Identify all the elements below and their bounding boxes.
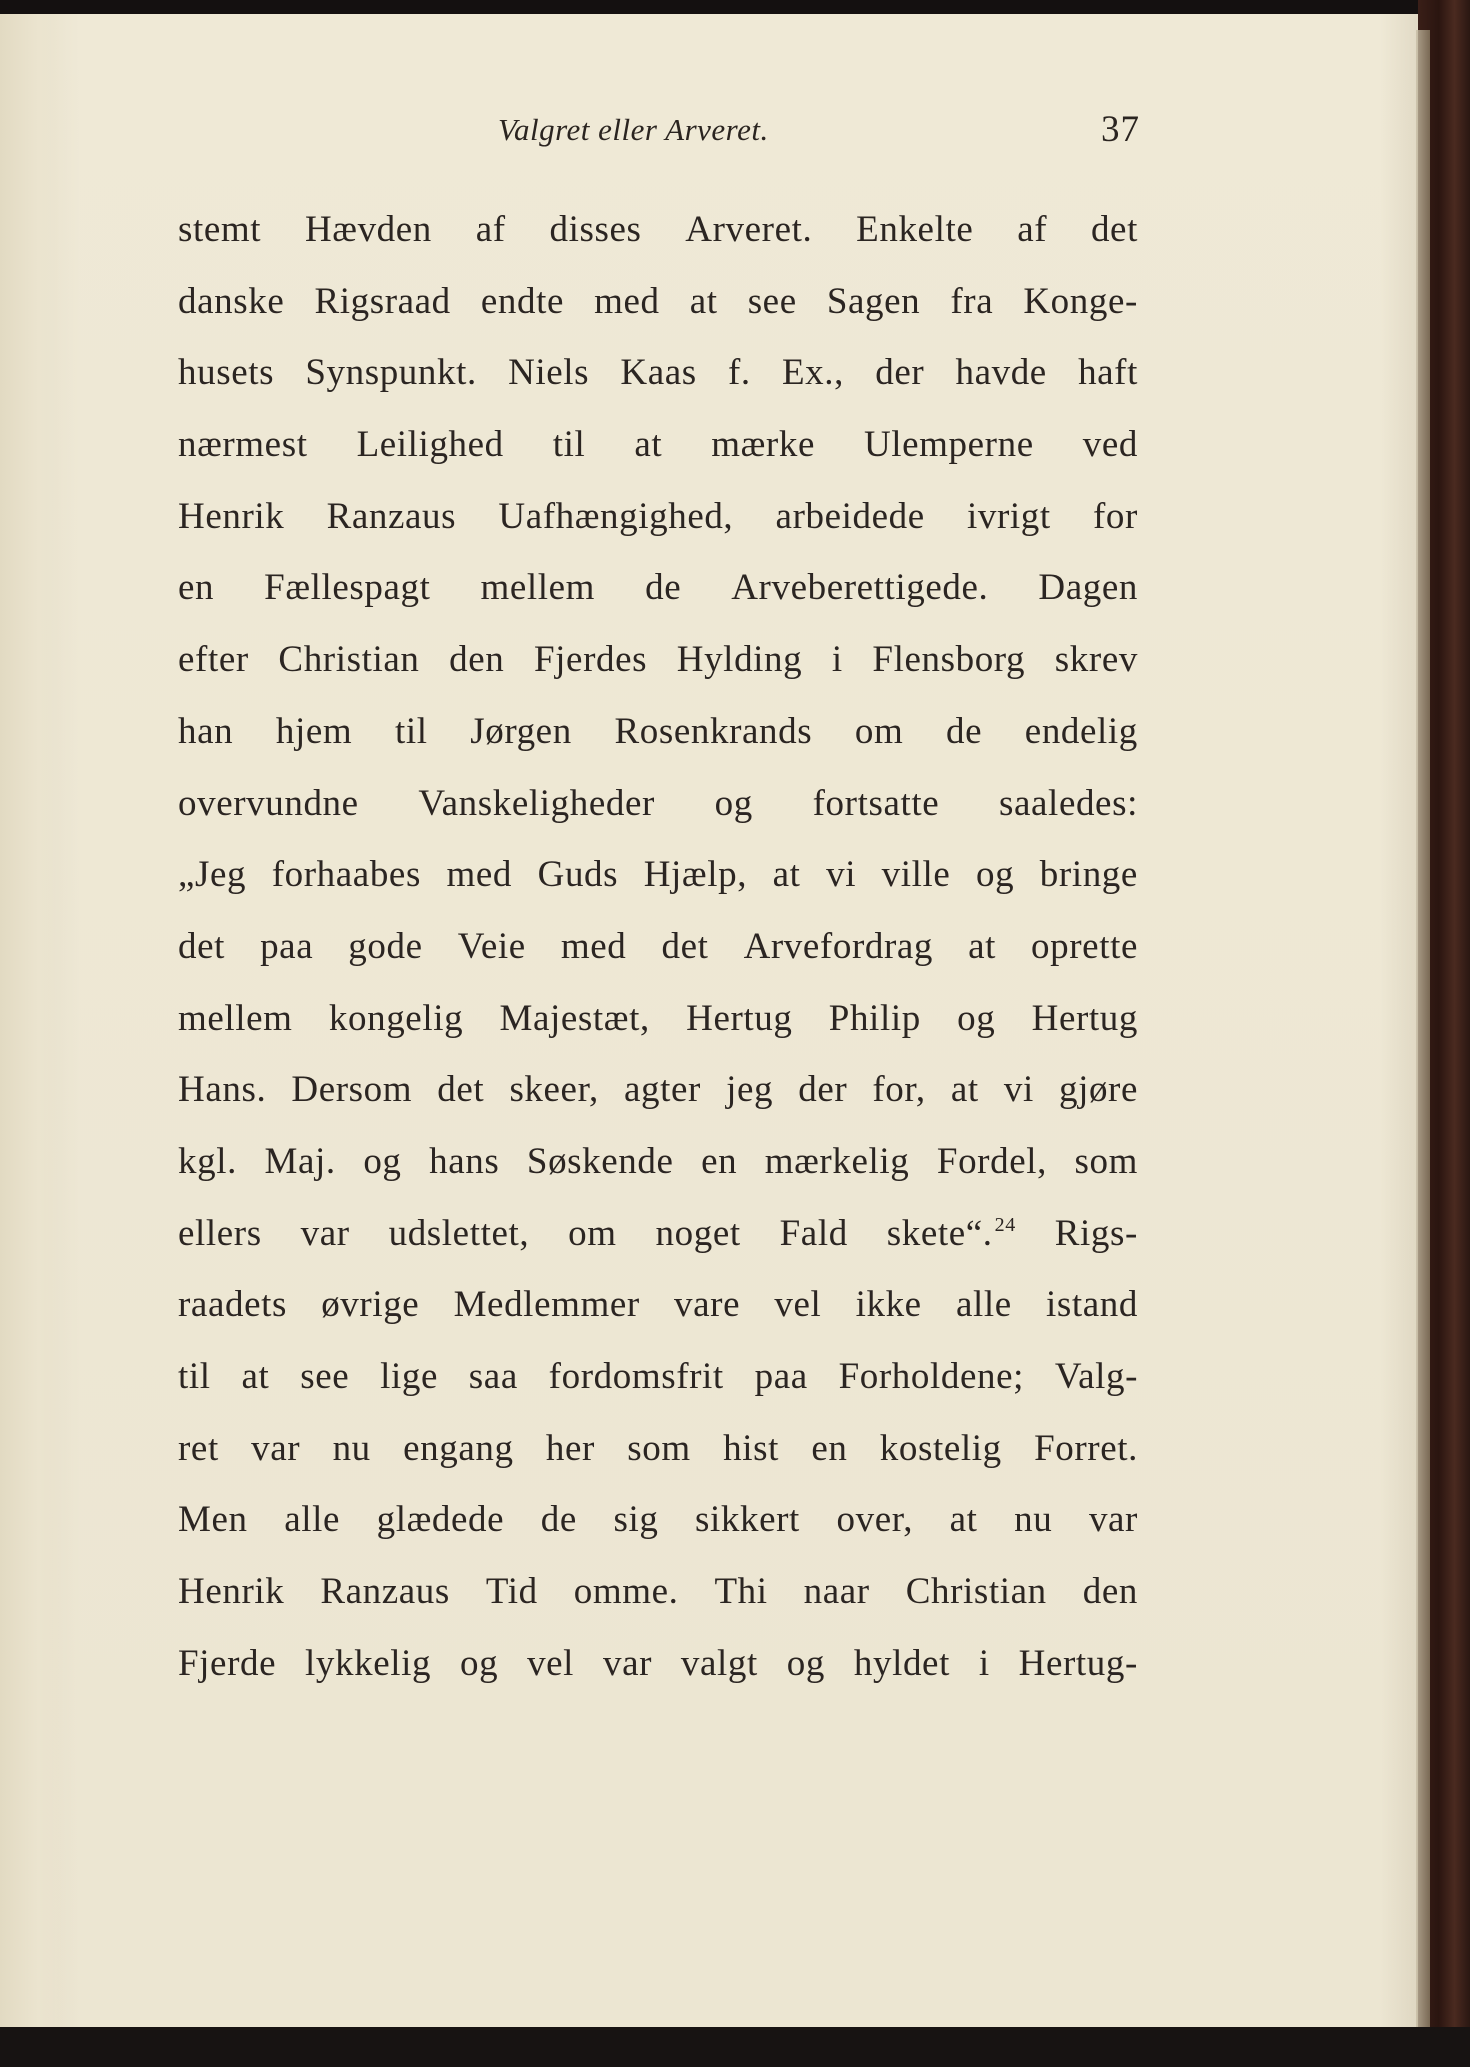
word: for, [872, 1069, 926, 1111]
text-line [178, 1283, 1138, 1355]
word: ret [178, 1427, 219, 1469]
word: sikkert [695, 1499, 800, 1541]
word: nærmest [178, 424, 308, 466]
word: Fald [779, 1212, 848, 1254]
word: fra [950, 280, 994, 322]
word: hans [429, 1140, 500, 1182]
word: Forholdene; [838, 1356, 1025, 1397]
word: overvundne [178, 782, 359, 824]
word: hist [723, 1427, 779, 1469]
text-line [178, 495, 1138, 567]
word: med [446, 854, 513, 896]
word: kostelig [879, 1427, 1002, 1469]
word: Hertug- [1018, 1642, 1138, 1684]
word: Ranzaus [326, 495, 457, 537]
word: lykkelig [305, 1642, 432, 1684]
word: Rigs- [1054, 1212, 1138, 1254]
word: hjem [275, 710, 353, 752]
word: af [475, 209, 506, 250]
word: Henrik [178, 495, 285, 537]
word: for [1093, 495, 1138, 537]
word: Vanskeligheder [418, 782, 655, 824]
word: skeer, [509, 1069, 599, 1111]
word: fortsatte [812, 782, 940, 824]
word: Søskende [526, 1140, 674, 1182]
word: naar [803, 1571, 870, 1613]
word: arbeidede [775, 495, 925, 537]
word: vel [527, 1642, 575, 1684]
word: i [831, 639, 843, 681]
word: at [968, 925, 996, 967]
word: mellem [480, 567, 596, 609]
word: Arvefordrag [743, 925, 934, 967]
word: der [798, 1069, 848, 1111]
word: at [689, 280, 718, 322]
word: ivrigt [967, 495, 1051, 537]
word: en [701, 1140, 738, 1182]
word: gjøre [1058, 1069, 1138, 1111]
word: der [875, 352, 925, 394]
word: sig [613, 1499, 659, 1541]
word: Dagen [1038, 567, 1138, 609]
word: det [178, 925, 226, 967]
word: Thi [714, 1571, 768, 1613]
word: agter [624, 1069, 701, 1111]
word: Christian [905, 1571, 1047, 1613]
word: de [946, 710, 983, 752]
word: her [545, 1427, 595, 1469]
word: Arveberettigede. [731, 567, 989, 609]
word: ved [1082, 424, 1138, 466]
word: Jørgen [470, 710, 572, 752]
page-number: 37 [1101, 109, 1140, 150]
word: øvrige [321, 1284, 420, 1326]
word: Niels [508, 352, 590, 394]
word: see [747, 280, 797, 322]
word: ville [881, 854, 951, 896]
word: Christian [278, 639, 420, 681]
word: over, [836, 1499, 914, 1541]
running-title: Valgret eller Arveret. [498, 112, 769, 147]
word: istand [1045, 1284, 1138, 1326]
word: det [1090, 209, 1138, 250]
text-line [178, 782, 1138, 854]
word: ellers [178, 1212, 262, 1254]
word: at [772, 854, 801, 896]
word: skrev [1054, 639, 1138, 681]
word: saaledes: [999, 782, 1138, 824]
word: til [552, 424, 586, 466]
word: nu [332, 1427, 371, 1469]
page-gutter-shadow [0, 14, 64, 2029]
text-line [178, 566, 1138, 638]
word: til [178, 1356, 211, 1397]
word: Hertug [686, 997, 793, 1039]
text-line [178, 423, 1138, 495]
word: Hjælp, [643, 854, 748, 896]
word: til [394, 710, 428, 752]
text-line [178, 1570, 1138, 1642]
word: udslettet, [388, 1212, 530, 1254]
text-line [178, 1140, 1138, 1212]
word: gode [348, 925, 423, 967]
word: Enkelte [856, 209, 974, 250]
word: stemt [178, 209, 262, 250]
word: og [363, 1140, 402, 1182]
word: og [459, 1642, 499, 1684]
word: see [300, 1356, 350, 1397]
word: om [854, 710, 904, 752]
word: f. [727, 352, 751, 394]
text-line [178, 1427, 1138, 1499]
text-line [178, 351, 1138, 423]
word: at [950, 1069, 979, 1111]
word: vare [674, 1284, 741, 1326]
word: skete“. $^{24}$ [886, 1212, 1016, 1254]
text-line [178, 1355, 1138, 1427]
word: var [602, 1642, 653, 1684]
text-line [178, 853, 1138, 925]
word: nu [1014, 1499, 1053, 1541]
word: Hylding [676, 639, 803, 681]
word: Ex., [781, 352, 844, 394]
word: Synspunkt. [305, 352, 477, 394]
word: med [594, 280, 660, 322]
word: Tid [485, 1571, 538, 1613]
word: valgt [680, 1642, 758, 1684]
word: Konge- [1023, 280, 1138, 322]
word: Fordel, [936, 1140, 1047, 1182]
word: Uafhængighed, [498, 495, 734, 537]
word: og [786, 1642, 825, 1684]
word: var [1088, 1499, 1138, 1541]
footnote-reference[interactable]: 24 [994, 1214, 1016, 1237]
word: vel [774, 1284, 822, 1326]
text-line [178, 710, 1138, 782]
word: paa [260, 925, 314, 967]
word: Sagen [826, 280, 921, 322]
word: oprette [1031, 925, 1138, 967]
word: Hans. [178, 1069, 267, 1111]
word: Forret. [1034, 1427, 1138, 1469]
word: disses [549, 209, 642, 250]
text-line [178, 208, 1138, 280]
word: Leilighed [356, 424, 504, 466]
word: alle [284, 1499, 341, 1541]
word: engang [403, 1427, 514, 1469]
word: og [957, 997, 996, 1039]
word: paa [754, 1356, 808, 1397]
word: var [251, 1427, 301, 1469]
word: Maj. [264, 1140, 336, 1182]
word: Hævden [304, 209, 432, 250]
word: en [811, 1427, 848, 1469]
word: mellem [178, 997, 293, 1039]
word: det [661, 925, 709, 967]
word: hyldet [853, 1642, 950, 1684]
word: de [540, 1499, 577, 1541]
word: omme. [573, 1571, 679, 1613]
word: husets [178, 352, 275, 394]
word: Dersom [291, 1069, 413, 1111]
word: bringe [1039, 854, 1138, 896]
word: glædede [376, 1499, 505, 1541]
text-line [178, 1498, 1138, 1570]
word: havde [955, 352, 1047, 394]
text-line [178, 638, 1138, 710]
text-line [178, 1642, 1138, 1714]
word: den [1082, 1571, 1138, 1613]
word: Rigsraad [314, 280, 451, 322]
word: Medlemmer [453, 1284, 640, 1326]
word: „Jeg [178, 854, 247, 896]
text-line [178, 997, 1138, 1069]
word: Fællespagt [264, 567, 431, 609]
text-line [178, 1068, 1138, 1140]
word: Majestæt, [499, 997, 650, 1039]
word: efter [178, 639, 249, 681]
scan-border-bottom [0, 2027, 1470, 2067]
word: om [568, 1212, 617, 1254]
word: Rosenkrands [614, 710, 813, 752]
running-header [180, 108, 1140, 160]
word: han [178, 710, 234, 752]
word: jeg [726, 1069, 774, 1111]
word: forhaabes [271, 854, 421, 896]
word: haft [1078, 352, 1138, 394]
word: kgl. [178, 1140, 237, 1182]
word: at [949, 1499, 978, 1541]
word: vi [826, 854, 857, 896]
word: danske [178, 280, 285, 322]
word: i [978, 1642, 990, 1684]
word: Valg- [1054, 1356, 1138, 1397]
text-line [178, 925, 1138, 997]
word: af [1017, 209, 1048, 250]
word: Men [178, 1499, 248, 1541]
word: endte [480, 280, 564, 322]
word: endelig [1024, 710, 1138, 752]
word: kongelig [328, 997, 464, 1039]
word: alle [955, 1284, 1012, 1326]
word: raadets [178, 1284, 287, 1326]
word: noget [655, 1212, 741, 1254]
word: som [1074, 1140, 1138, 1182]
word: og [714, 782, 753, 824]
word: mærkelig [764, 1140, 910, 1182]
word: lige [380, 1356, 438, 1397]
word: at [241, 1356, 270, 1397]
word: vi [1003, 1069, 1034, 1111]
word: med [560, 925, 627, 967]
word: Philip [828, 997, 921, 1039]
word: saa [468, 1356, 518, 1397]
word: det [437, 1069, 485, 1111]
body-text [178, 208, 1138, 1713]
word: Arveret. [685, 209, 813, 250]
word: Fjerdes [534, 639, 648, 681]
word: ikke [855, 1284, 922, 1326]
word: mærke [711, 424, 815, 466]
word: at [634, 424, 663, 466]
word: Ulemperne [863, 424, 1034, 466]
word: Henrik [178, 1571, 285, 1613]
word: fordomsfrit [548, 1356, 724, 1397]
word: en [178, 567, 215, 609]
word: Veie [457, 925, 526, 967]
word: de [645, 567, 682, 609]
word: Ranzaus [320, 1571, 450, 1613]
word: Fjerde [178, 1642, 277, 1684]
text-line [178, 280, 1138, 352]
word: den [449, 639, 505, 681]
word: var [300, 1212, 350, 1254]
word: Kaas [620, 352, 697, 394]
word: Hertug [1031, 997, 1138, 1039]
word: som [627, 1427, 691, 1469]
word: Guds [537, 854, 619, 896]
word: og [976, 854, 1015, 896]
page-edges [1416, 30, 1430, 2030]
word: Flensborg [872, 639, 1026, 681]
text-line [178, 1212, 1138, 1284]
